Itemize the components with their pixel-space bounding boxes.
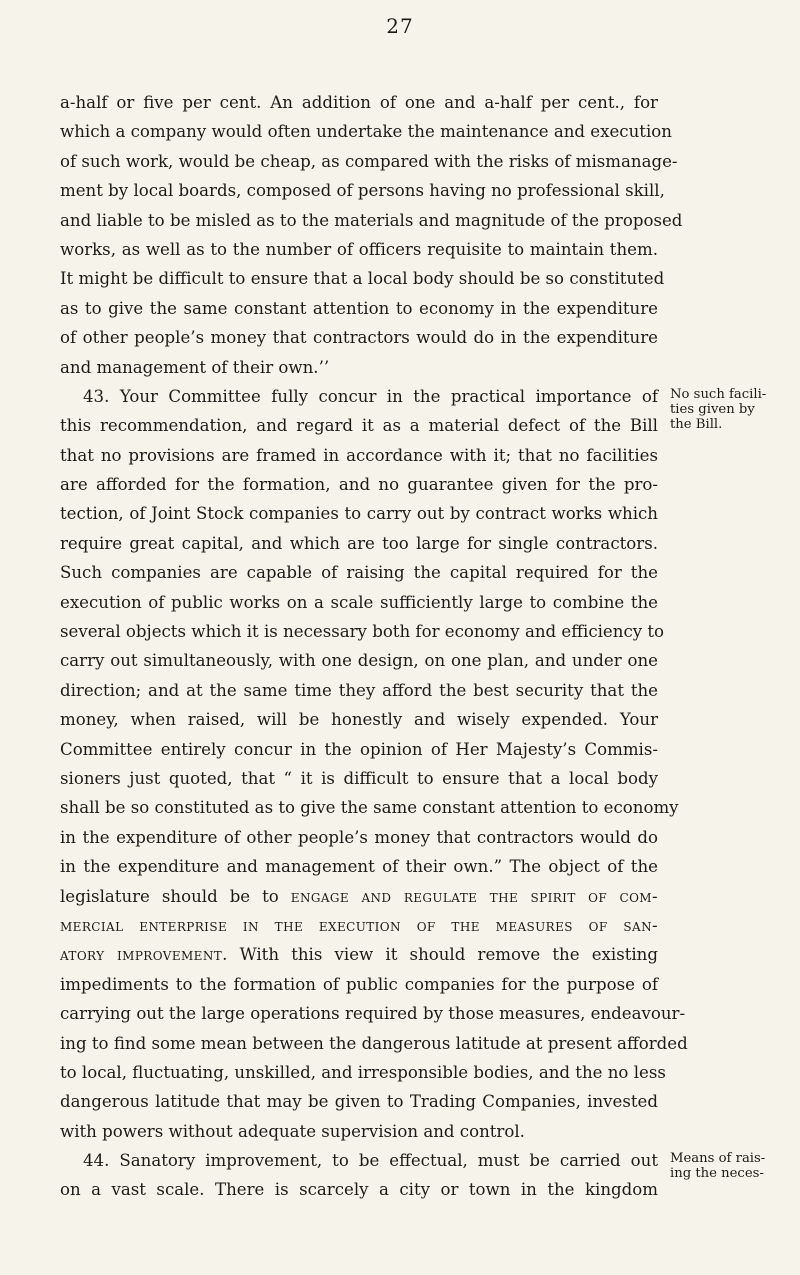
text-line: of such work, would be cheap, as compared with the risks of mismanage- [60,151,678,171]
text-line: direction; and at the same time they afford the best security that the [60,680,658,700]
margin-note-line: ing the neces- [670,1166,764,1182]
small-caps-text: mercial enterprise in the execution of the measures of san- [60,915,658,935]
text-line: carrying out the large operations required by those measures, endeavour- [60,1004,686,1024]
margin-note-line: No such facili- [670,387,767,402]
text-line: execution of public works on a scale sufficiently large to combine the [60,592,658,612]
text-line: 44. Sanatory improvement, to be effectual, must be carried out [83,1151,658,1171]
text-line: in the expenditure and management of their own.” The object of the [60,857,658,877]
text-line: of other people’s money that contractors would do in the expenditure [60,328,658,348]
text-line: carry out simultaneously, with one design, on one plan, and under one [60,651,658,671]
text-line: and liable to be misled as to the materials and magnitude of the proposed [60,210,683,230]
text-line: to local, fluctuating, unskilled, and irresponsible bodies, and the no less [60,1062,666,1082]
text-line [60,940,658,969]
margin-note-line: Means of rais- [670,1151,766,1167]
body-text [60,88,688,1205]
margin-note [670,388,800,432]
text-line: a-half or five per cent. An addition of one and a-half per cent., for [60,93,658,112]
text-line: ment by local boards, composed of persons having no professional skill, [60,181,665,201]
text-segment: legislature should be to [60,886,291,906]
text-line: money, when raised, will be honestly and wisely expended. Your [60,710,658,730]
text-line: works, as well as to the number of officers requisite to maintain them. [60,239,658,259]
text-line: as to give the same constant attention to economy in the expenditure [60,298,658,318]
text-line: dangerous latitude that may be given to Trading Companies, invested [60,1092,658,1112]
text-line: with powers without adequate supervision and control. [60,1121,525,1141]
text-line: sioners just quoted, that “ it is difficult to ensure that a local body [60,768,658,788]
text-line: It might be difficult to ensure that a local body should be so constituted [60,269,665,289]
text-line: ing to find some mean between the dangerous latitude at present afforded [60,1033,688,1053]
text-line: that no provisions are framed in accordance with it; that no facilities [60,445,658,465]
text-line: which a company would often undertake the maintenance and execution [60,122,672,142]
text-line: this recommendation, and regard it as a material defect of the Bill [60,416,658,436]
text-line: several objects which it is necessary both for economy and efficiency to [60,622,665,642]
text-line: impediments to the formation of public companies for the purpose of [60,974,658,994]
text-line: 43. Your Committee fully concur in the practical importance of [83,386,658,406]
text-line: tection, of Joint Stock companies to carry out by contract works which [60,504,658,524]
text-line [60,882,658,911]
page-number: 27 [386,14,414,38]
text-line: Committee entirely concur in the opinion of Her Majesty’s Commis- [60,739,658,759]
margin-note-line: the Bill. [670,416,723,432]
text-line: and management of their own.’’ [60,357,330,377]
margin-note-line: ties given by [670,401,755,417]
small-caps-text: engage and regulate the spirit of com- [290,886,658,906]
text-line: are afforded for the formation, and no guarantee given for the pro- [60,475,658,495]
text-line: in the expenditure of other people’s money that contractors would do [60,827,658,847]
text-line: shall be so constituted as to give the same constant attention to economy [60,798,679,818]
text-line: on a vast scale. There is scarcely a city or town in the kingdom [60,1180,658,1200]
small-caps-text: atory improvement [60,945,223,965]
text-line: Such companies are capable of raising the capital required for the [60,563,658,583]
text-line: require great capital, and which are too large for single contractors. [60,533,658,553]
text-line [60,911,658,940]
text-segment: . With this view it should remove the existing [222,945,658,965]
margin-note [670,1152,800,1182]
